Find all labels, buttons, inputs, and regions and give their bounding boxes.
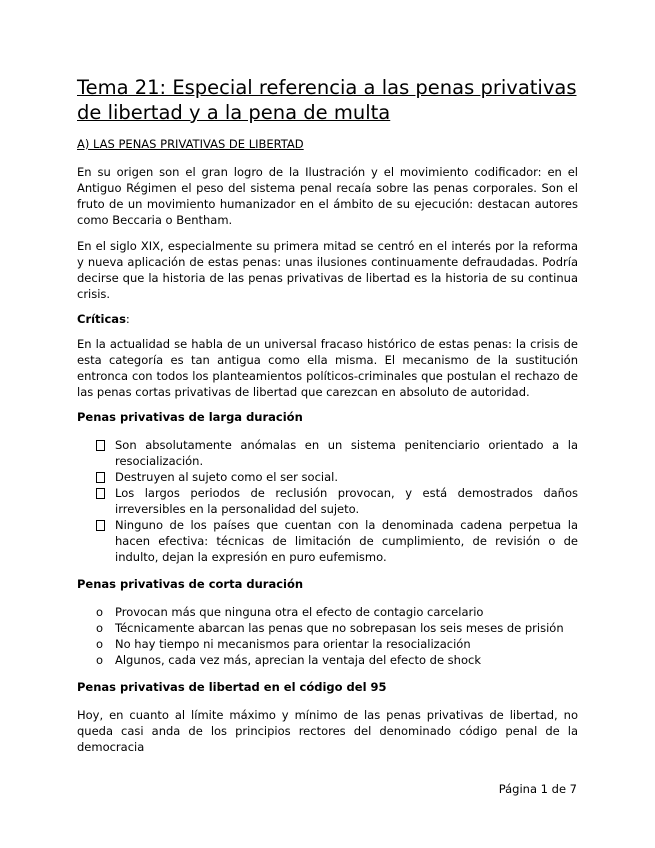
list-item-text: Destruyen al sujeto como el ser social. — [115, 470, 338, 484]
checkbox-bullet-icon — [96, 520, 105, 531]
paragraph-origin: En su origen son el gran logro de la Ilustración y el movimiento codificador: en el Antiguo Régimen el peso del sistema penal recaía sobre las penas corporales. Son el fruto de un movimiento humanizador en el ámbito de su ejecución: destacan autores como Beccaria o Bentham. — [77, 165, 578, 227]
checkbox-bullet-icon — [96, 472, 105, 483]
list-item-text: Los largos periodos de reclusión provocan, y está demostrados daños irreversibles en la personalidad del sujeto. — [115, 486, 578, 516]
paragraph-codigo: Hoy, en cuanto al límite máximo y mínimo de las penas privativas de libertad, no queda casi anda de los principios rectores del denominado código penal de la democracia — [77, 708, 578, 754]
larga-heading: Penas privativas de larga duración — [77, 410, 303, 424]
criticas-label: Críticas — [77, 312, 126, 326]
list-item-text: Ninguno de los países que cuentan con la denominada cadena perpetua la hacen efectiva: técnicas de limitación de cumplimiento, de revisión o de indulto, dejan la expresión en puro eufemismo. — [115, 518, 578, 564]
list-item — [77, 620, 578, 636]
circle-bullet-icon: o — [96, 653, 104, 667]
circle-bullet-icon: o — [96, 637, 104, 651]
paragraph-siglo-xix: En el siglo XIX, especialmente su primera mitad se centró en el interés por la reforma y nueva aplicación de estas penas: unas ilusiones continuamente defraudadas. Podría decirse que la historia de las penas privativas de libertad es la historia de su continua crisis. — [77, 239, 578, 301]
list-item — [77, 485, 578, 517]
larga-list — [77, 437, 578, 565]
list-item — [77, 636, 578, 652]
list-item — [77, 652, 578, 668]
checkbox-bullet-icon — [96, 440, 105, 451]
corta-list — [77, 604, 578, 668]
list-item-text: Son absolutamente anómalas en un sistema penitenciario orientado a la resocialización. — [115, 438, 578, 468]
document-page — [77, 75, 578, 765]
page-title: Tema 21: Especial referencia a las penas privativas de libertad y a la pena de multa — [77, 76, 577, 124]
codigo-heading: Penas privativas de libertad en el código del 95 — [77, 680, 387, 694]
section-heading: A) LAS PENAS PRIVATIVAS DE LIBERTAD — [77, 137, 304, 151]
corta-heading: Penas privativas de corta duración — [77, 577, 304, 591]
page-number: Página 1 de 7 — [498, 782, 577, 796]
list-item — [77, 437, 578, 469]
list-item-text: Técnicamente abarcan las penas que no sobrepasan los seis meses de prisión — [115, 621, 564, 635]
list-item — [77, 517, 578, 565]
list-item — [77, 469, 578, 485]
list-item-text: Provocan más que ninguna otra el efecto de contagio carcelario — [115, 605, 484, 619]
list-item-text: Algunos, cada vez más, aprecian la ventaja del efecto de shock — [115, 653, 481, 667]
criticas-heading — [77, 312, 578, 326]
circle-bullet-icon: o — [96, 605, 104, 619]
list-item-text: No hay tiempo ni mecanismos para orientar la resocialización — [115, 637, 471, 651]
checkbox-bullet-icon — [96, 488, 105, 499]
circle-bullet-icon: o — [96, 621, 104, 635]
list-item — [77, 604, 578, 620]
paragraph-criticas: En la actualidad se habla de un universal fracaso histórico de estas penas: la crisis de esta categoría es tan antigua como ella misma. El mecanismo de la sustitución entronca con todos los planteamientos políticos-criminales que postulan el rechazo de las penas cortas privativas de libertad que carezcan en absoluto de autoridad. — [77, 337, 578, 399]
criticas-colon: : — [125, 312, 130, 326]
